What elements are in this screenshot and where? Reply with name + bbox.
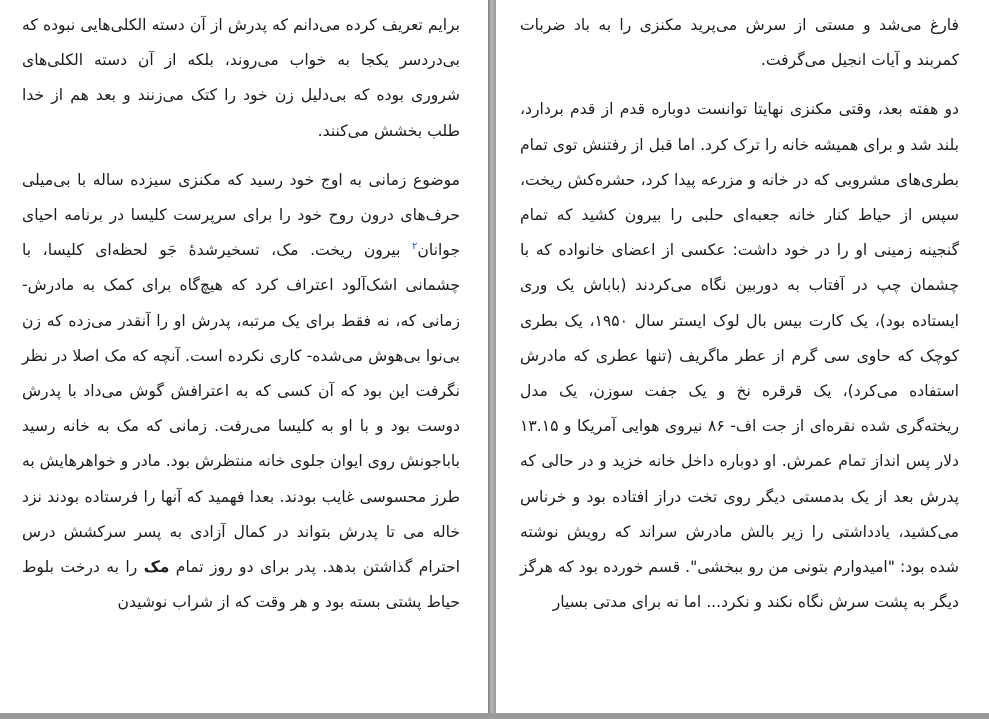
page-gutter xyxy=(488,0,496,719)
bold-name-mak: مک xyxy=(143,558,170,577)
right-paragraph-2: دو هفته بعد، وقتی مکنزی نهایتا توانست دوباره قدم از قدم بردارد، بلند شد و برای همیشه خانه را ترک کرد. اما قبل از رفتنش توی تمام بطری‌های مشروبی که در خانه و مزرعه پیدا کرد، حشره‌کش ریخت، سپس از حیاط کنار خانه جعبه‌ای حلبی را بیرون کشید که تمام گنجینه زمینی او را در خود داشت: عکسی از اعضای خانواده که با چشمان چپ در آفتاب به دوربین نگاه می‌کردند (باباش یک وری ایستاده بود)، یک کارت بیس بال لوک ایستر سال ۱۹۵۰، یک بطری کوچک که حاوی سی گرم از عطر ماگریف (تنها عطری که مادرش استفاده می‌کرد)، یک قرقره نخ و یک جفت سوزن، یک مدل ریخته‌گری شده نقره‌ای از جت اف- ۸۶ نیروی هوایی آمریکا و ۱۳.۱۵ دلار پس انداز تمام عمرش. او دوباره داخل خانه خزید و در حالی که پدرش بعد از یک بدمستی دیگر روی تخت دراز افتاده بود و خرناس می‌کشید، یادداشتی را زیر بالش مادرش سراند که رویش نوشته شده بود: "امیدوارم بتونی من رو ببخشی". قسم خورده بود که هرگز دیگر به پشت سرش نگاه نکند و نکرد... اما نه برای مدتی بسیار xyxy=(520,100,959,612)
left-page xyxy=(0,0,488,719)
footnote-link[interactable]: ۲ xyxy=(412,241,418,253)
left-paragraph-1: برایم تعریف کرده می‌دانم که پدرش از آن دسته الکلی‌هایی نبوده که بی‌دردسر یکجا به خواب می‌روند، بلکه از آن دسته الکلی‌های شروری بوده که بی‌دلیل زن خود را کتک می‌زنند و بعد هم از خدا طلب بخشش می‌کنند. xyxy=(22,16,460,140)
left-paragraph-2-text-a: موضوع زمانی به اوج خود رسید که مکنزی سیزده ساله با بی‌میلی حرف‌های درون روح خود را برای سرپرست کلیسا در برنامه احیای جوانان xyxy=(22,170,460,260)
left-paragraph-2 xyxy=(22,163,460,621)
right-page xyxy=(496,0,989,719)
left-paragraph-2-text-c: را به درخت بلوط حیاط پشتی بسته بود و هر وقت که از شراب نوشیدن xyxy=(22,558,460,612)
reader-bottom-edge xyxy=(0,713,989,719)
left-paragraph-2-text-b: بیرون ریخت. مک، تسخیرشدهٔ جَو لحظه‌ای کلیسا، با چشمانی اشک‌آلود اعتراف کرد که هیچ‌گاه برای کمک به مادرش-زمانی که، نه فقط برای یک مرتبه، پدرش او را آنقدر می‌زده که زن بی‌نوا بی‌هوش می‌شده- کاری نکرده است. آنچه که مک اصلا در نظر نگرفت این بود که آن کسی که به اعترافش گوش می‌داد با پدرش دوست بود و با او به کلیسا می‌رفت. زمانی که مک به خانه رسید باباجونش روی ایوان جلوی خانه منتظرش بود. مادر و خواهرهایش به طرز محسوسی غایب بودند. بعدا فهمید که آنها را فرستاده بودند نزد خاله می تا پدرش بتواند در کمال آزادی به پسر سرکشش درس احترام گذاشتن بدهد. پدر برای دو روز تمام xyxy=(22,241,460,577)
right-paragraph-1: فارغ می‌شد و مستی از سرش می‌پرید مکنزی را به باد ضربات کمربند و آیات انجیل می‌گرفت. xyxy=(520,16,959,70)
